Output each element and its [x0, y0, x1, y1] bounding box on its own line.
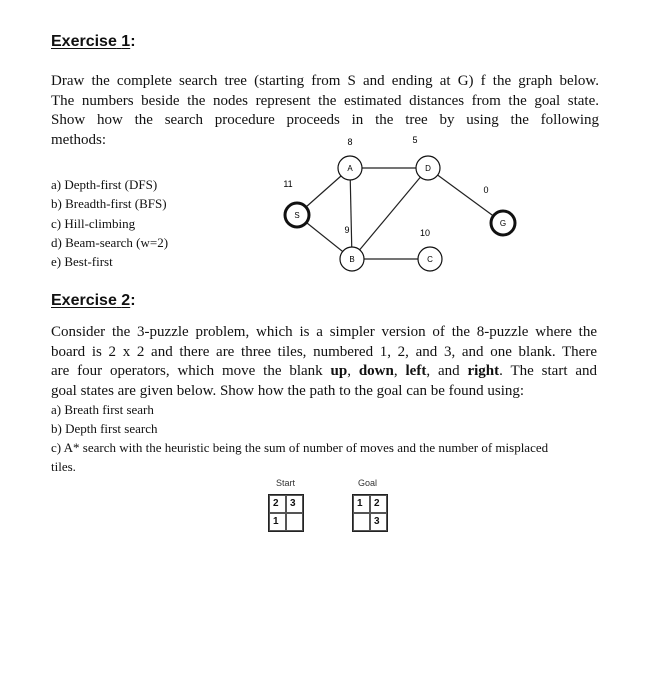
start-caption: Start — [276, 478, 296, 488]
heading-label: Exercise — [51, 33, 117, 50]
node-label-b: B — [349, 255, 355, 264]
instruction-line-1: Draw the complete search tree (starting from S and ending at G) f the graph below. — [51, 73, 599, 89]
puzzle-cell: 1 — [353, 495, 370, 513]
goal-grid — [352, 494, 388, 532]
method-item: e) Best-first — [51, 254, 113, 270]
exercise-2-methods — [51, 400, 611, 476]
instruction-line-3: Show how the search procedure proceeds in the tree by using the following — [51, 112, 599, 128]
separator: , and — [426, 363, 468, 379]
puzzle-cell: 1 — [269, 513, 286, 531]
heuristic-value-g: 0 — [483, 185, 489, 195]
node-label-c: C — [427, 255, 433, 264]
operator-right: right — [467, 363, 500, 379]
heuristic-value-b: 9 — [344, 225, 350, 235]
operator-up: up — [330, 363, 348, 379]
puzzle-cell — [353, 513, 370, 531]
edge-b-d — [352, 168, 431, 259]
node-label-s: S — [294, 211, 300, 220]
heading-label: Exercise — [51, 292, 117, 309]
instruction-line-4: goal states are given below. Show how the path to the goal can be found using: — [51, 382, 525, 399]
heuristic-value-s: 11 — [283, 179, 293, 189]
goal-caption: Goal — [358, 478, 378, 488]
method-item: d) Beam-search (w=2) — [51, 234, 169, 250]
separator: , — [393, 363, 406, 379]
heading-number: 2 — [121, 292, 131, 309]
heading-colon: : — [130, 33, 136, 50]
puzzle-cell — [286, 513, 303, 531]
method-item: a) Depth-first (DFS) — [51, 177, 158, 192]
exercise-2-heading — [51, 292, 136, 310]
puzzle-cell: 3 — [370, 513, 387, 531]
operator-down: down — [358, 363, 394, 379]
instruction-line-3 — [51, 362, 597, 382]
graph-nodes — [285, 156, 515, 271]
heuristic-labels — [283, 135, 488, 238]
separator: , — [347, 363, 359, 379]
start-grid — [268, 494, 304, 532]
method-item: b) Breadth-first (BFS) — [51, 196, 167, 212]
heuristic-value-c: 10 — [419, 228, 431, 238]
node-label-d: D — [425, 164, 431, 173]
operator-left: left — [405, 363, 427, 379]
puzzle-cell: 2 — [269, 495, 286, 513]
graph-edges — [297, 168, 503, 259]
edge-a-b — [350, 168, 352, 259]
methods-list — [51, 175, 168, 271]
method-item: b) Depth first search — [51, 421, 158, 436]
method-item: c) Hill-climbing — [51, 215, 136, 231]
instruction-line-4: methods: — [51, 131, 106, 148]
instruction-line-1: Consider the 3-puzzle problem, which is a simpler version of the 8-puzzle where the — [51, 324, 597, 340]
exercise-2-instructions — [51, 323, 597, 401]
search-graph — [270, 135, 530, 275]
heuristic-value-a: 8 — [347, 137, 353, 147]
heading-number: 1 — [121, 33, 131, 50]
line-text: are four operators, which move the blank — [51, 363, 331, 379]
method-item: a) Breath first searh — [51, 402, 154, 417]
node-label-g: G — [499, 219, 507, 228]
instruction-line-2: The numbers beside the nodes represent the estimated distances from the goal state. — [51, 92, 599, 109]
node-label-a: A — [347, 164, 353, 173]
puzzle-cell: 2 — [370, 495, 387, 513]
line-text: . The start and — [499, 363, 598, 379]
exercise-1-heading — [51, 33, 136, 51]
puzzle-cell: 3 — [286, 495, 303, 513]
method-item-continuation: tiles. — [51, 459, 76, 474]
edge-d-g — [428, 168, 503, 223]
heuristic-value-d: 5 — [412, 135, 418, 145]
method-item: c) A* search with the heuristic being the sum of number of moves and the number of misplaced — [51, 440, 549, 455]
heading-colon: : — [130, 292, 136, 309]
instruction-line-2: board is 2 x 2 and there are three tiles, numbered 1, 2, and 3, and one blank. There — [51, 343, 597, 360]
